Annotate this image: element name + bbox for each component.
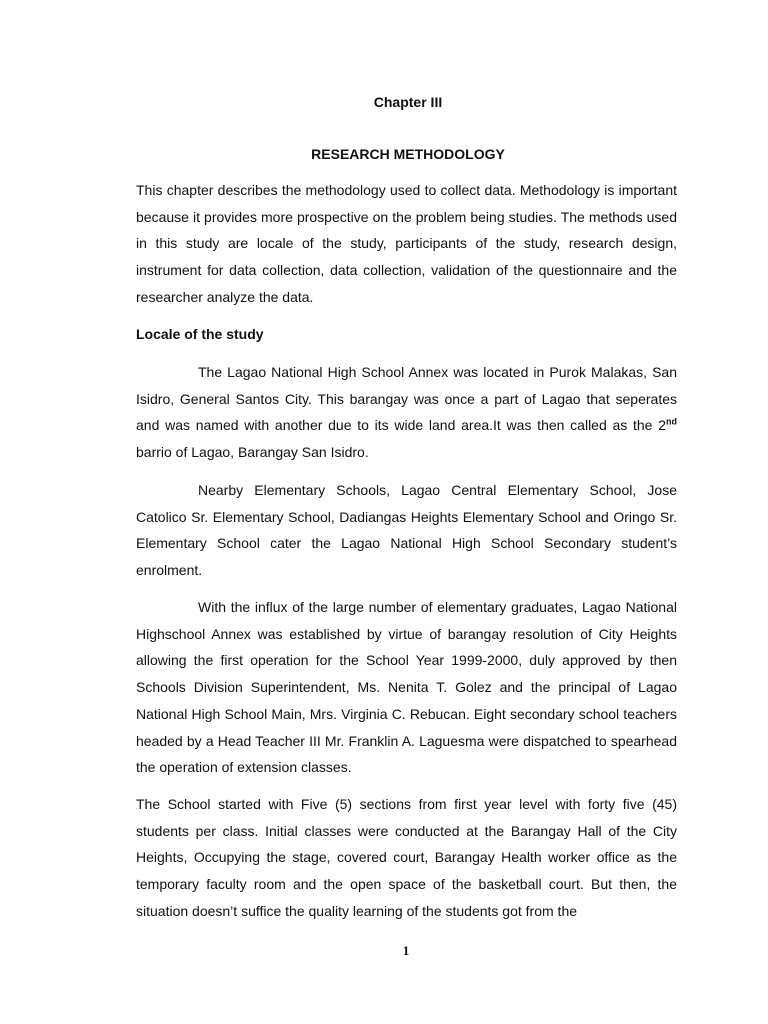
- ordinal-superscript: nd: [666, 416, 677, 427]
- chapter-title: Chapter III: [373, 94, 443, 110]
- locale-paragraph-3: With the influx of the large number of elementary graduates, Lagao National Highschool Annex was established by virtue of barangay resolution of City Heights allowing the first operation for the School Year 1999-2000, duly approved by then Schools Division Superintendent, Ms. Nenita T. Golez and the principal of Lagao National High School Main, Mrs. Virginia C. Rebucan. Eight secondary school teachers headed by a Head Teacher III Mr. Franklin A. Laguesma were dispatched to spearhead the operation of extension classes.: [136, 599, 677, 776]
- paragraph-1-text: The Lagao National High School Annex was located in Purok Malakas, San Isidro, General Santos City. This barangay was once a part of Lagao that seperates and was named with another due to its wide land area.It was then called as the 2: [136, 364, 677, 434]
- locale-paragraph-4: The School started with Five (5) sections from first year level with forty five (45) students per class. Initial classes were conducted at the Barangay Hall of the City Heights, Occupying the stage, covered court, Barangay Health worker office as the temporary faculty room and the open space of the basketball court. But then, the situation doesn’t suffice the quality learning of the students got from the: [136, 796, 677, 919]
- intro-paragraph: This chapter describes the methodology used to collect data. Methodology is important because it provides more prospective on the problem being studies. The methods used in this study are locale of the study, participants of the study, research design, instrument for data collection, data collection, validation of the questionnaire and the researcher analyze the data.: [136, 182, 677, 305]
- locale-paragraph-1: [136, 359, 677, 466]
- page-number: 1: [402, 943, 410, 958]
- locale-paragraph-2: Nearby Elementary Schools, Lagao Central Elementary School, Jose Catolico Sr. Elementary School, Dadiangas Heights Elementary School and Oringo Sr. Elementary School cater the Lagao National High School Secondary student’s enrolment.: [136, 482, 677, 579]
- locale-subheading: Locale of the study: [136, 326, 264, 342]
- section-title: RESEARCH METHODOLOGY: [311, 146, 505, 162]
- paragraph-1-text-end: barrio of Lagao, Barangay San Isidro.: [136, 444, 369, 461]
